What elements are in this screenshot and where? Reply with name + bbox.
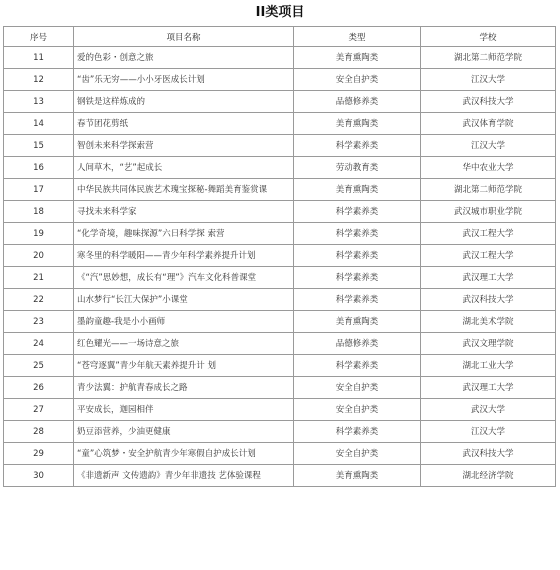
cell-project-name: “苍穹逐翼”青少年航天素养提升计 划	[74, 355, 294, 377]
cell-project-name: 青少法翼：护航青春成长之路	[74, 377, 294, 399]
table-row	[4, 179, 556, 201]
cell-school: 江汉大学	[421, 421, 556, 443]
cell-project-name: 《“汽”思妙想，成长有“理”》汽车文化科普课堂	[74, 267, 294, 289]
cell-type: 美育熏陶类	[294, 311, 421, 333]
page-title: II类项目	[255, 5, 305, 20]
cell-type: 品德修养类	[294, 333, 421, 355]
cell-type: 品德修养类	[294, 91, 421, 113]
cell-school: 武汉工程大学	[421, 223, 556, 245]
cell-project-name: “童”心筑梦・安全护航青少年寒假自护成长计划	[74, 443, 294, 465]
cell-number: 11	[4, 47, 74, 69]
cell-type: 科学素养类	[294, 355, 421, 377]
cell-type: 安全自护类	[294, 443, 421, 465]
cell-project-name: 山水梦行“长江大保护”小课堂	[74, 289, 294, 311]
column-header-type: 类型	[294, 27, 421, 47]
cell-project-name: 智创未来科学探索营	[74, 135, 294, 157]
cell-school: 华中农业大学	[421, 157, 556, 179]
cell-project-name: 春节团花剪纸	[74, 113, 294, 135]
cell-school: 武汉大学	[421, 399, 556, 421]
cell-number: 18	[4, 201, 74, 223]
table-row	[4, 333, 556, 355]
cell-project-name: 墨韵童趣-我是小小画师	[74, 311, 294, 333]
cell-school: 湖北第二师范学院	[421, 47, 556, 69]
column-header-name: 项目名称	[74, 27, 294, 47]
cell-school: 武汉理工大学	[421, 377, 556, 399]
cell-project-name: “化学奇境，趣味探源”六日科学探 索营	[74, 223, 294, 245]
cell-type: 美育熏陶类	[294, 113, 421, 135]
table-row	[4, 69, 556, 91]
table-row	[4, 311, 556, 333]
table-body	[4, 47, 556, 487]
cell-number: 14	[4, 113, 74, 135]
cell-school: 江汉大学	[421, 69, 556, 91]
cell-number: 19	[4, 223, 74, 245]
cell-school: 湖北美术学院	[421, 311, 556, 333]
table-row	[4, 465, 556, 487]
cell-number: 28	[4, 421, 74, 443]
cell-type: 科学素养类	[294, 267, 421, 289]
cell-type: 科学素养类	[294, 135, 421, 157]
cell-project-name: 平安成长，迦园相伴	[74, 399, 294, 421]
cell-school: 武汉科技大学	[421, 289, 556, 311]
cell-project-name: 钢铁是这样炼成的	[74, 91, 294, 113]
cell-project-name: 《非遗新声 文传遗韵》青少年非遗技 艺体验课程	[74, 465, 294, 487]
cell-number: 26	[4, 377, 74, 399]
table-row	[4, 245, 556, 267]
cell-type: 劳动教育类	[294, 157, 421, 179]
column-header-school: 学校	[421, 27, 556, 47]
cell-number: 16	[4, 157, 74, 179]
cell-number: 22	[4, 289, 74, 311]
table-row	[4, 47, 556, 69]
cell-number: 17	[4, 179, 74, 201]
table-row	[4, 91, 556, 113]
cell-school: 武汉文理学院	[421, 333, 556, 355]
cell-project-name: 中华民族共同体民族艺术瑰宝探秘-舞蹈美育鉴赏课	[74, 179, 294, 201]
cell-number: 15	[4, 135, 74, 157]
cell-type: 美育熏陶类	[294, 465, 421, 487]
cell-school: 湖北第二师范学院	[421, 179, 556, 201]
cell-type: 科学素养类	[294, 289, 421, 311]
cell-number: 30	[4, 465, 74, 487]
cell-type: 安全自护类	[294, 377, 421, 399]
cell-school: 江汉大学	[421, 135, 556, 157]
cell-type: 科学素养类	[294, 201, 421, 223]
cell-number: 25	[4, 355, 74, 377]
table-row	[4, 157, 556, 179]
cell-school: 湖北经济学院	[421, 465, 556, 487]
projects-table	[3, 26, 556, 487]
table-row	[4, 135, 556, 157]
cell-project-name: 寻找未来科学家	[74, 201, 294, 223]
table-row	[4, 267, 556, 289]
table-header-row	[4, 27, 556, 47]
cell-school: 武汉城市职业学院	[421, 201, 556, 223]
cell-number: 21	[4, 267, 74, 289]
table-row	[4, 223, 556, 245]
cell-project-name: 爱的色彩・创意之旅	[74, 47, 294, 69]
cell-project-name: 红色耀光——一场诗意之旅	[74, 333, 294, 355]
cell-type: 安全自护类	[294, 399, 421, 421]
cell-school: 武汉理工大学	[421, 267, 556, 289]
column-header-number: 序号	[4, 27, 74, 47]
cell-number: 20	[4, 245, 74, 267]
table-row	[4, 201, 556, 223]
table-row	[4, 113, 556, 135]
cell-school: 武汉科技大学	[421, 91, 556, 113]
cell-number: 23	[4, 311, 74, 333]
cell-type: 科学素养类	[294, 421, 421, 443]
cell-type: 美育熏陶类	[294, 47, 421, 69]
cell-type: 美育熏陶类	[294, 179, 421, 201]
cell-school: 湖北工业大学	[421, 355, 556, 377]
cell-number: 12	[4, 69, 74, 91]
cell-number: 24	[4, 333, 74, 355]
table-row	[4, 355, 556, 377]
table-row	[4, 399, 556, 421]
cell-number: 27	[4, 399, 74, 421]
cell-project-name: “齿”乐无穷——小小牙医成长计划	[74, 69, 294, 91]
cell-type: 科学素养类	[294, 245, 421, 267]
cell-project-name: 人间草木，“艺”起成长	[74, 157, 294, 179]
table-row	[4, 377, 556, 399]
cell-number: 13	[4, 91, 74, 113]
cell-project-name: 奶豆添营养，少油更健康	[74, 421, 294, 443]
cell-school: 武汉工程大学	[421, 245, 556, 267]
table-row	[4, 289, 556, 311]
cell-number: 29	[4, 443, 74, 465]
cell-project-name: 寒冬里的科学暖阳——青少年科学素养提升计划	[74, 245, 294, 267]
table-row	[4, 421, 556, 443]
cell-school: 武汉科技大学	[421, 443, 556, 465]
cell-type: 科学素养类	[294, 223, 421, 245]
cell-school: 武汉体育学院	[421, 113, 556, 135]
table-row	[4, 443, 556, 465]
cell-type: 安全自护类	[294, 69, 421, 91]
